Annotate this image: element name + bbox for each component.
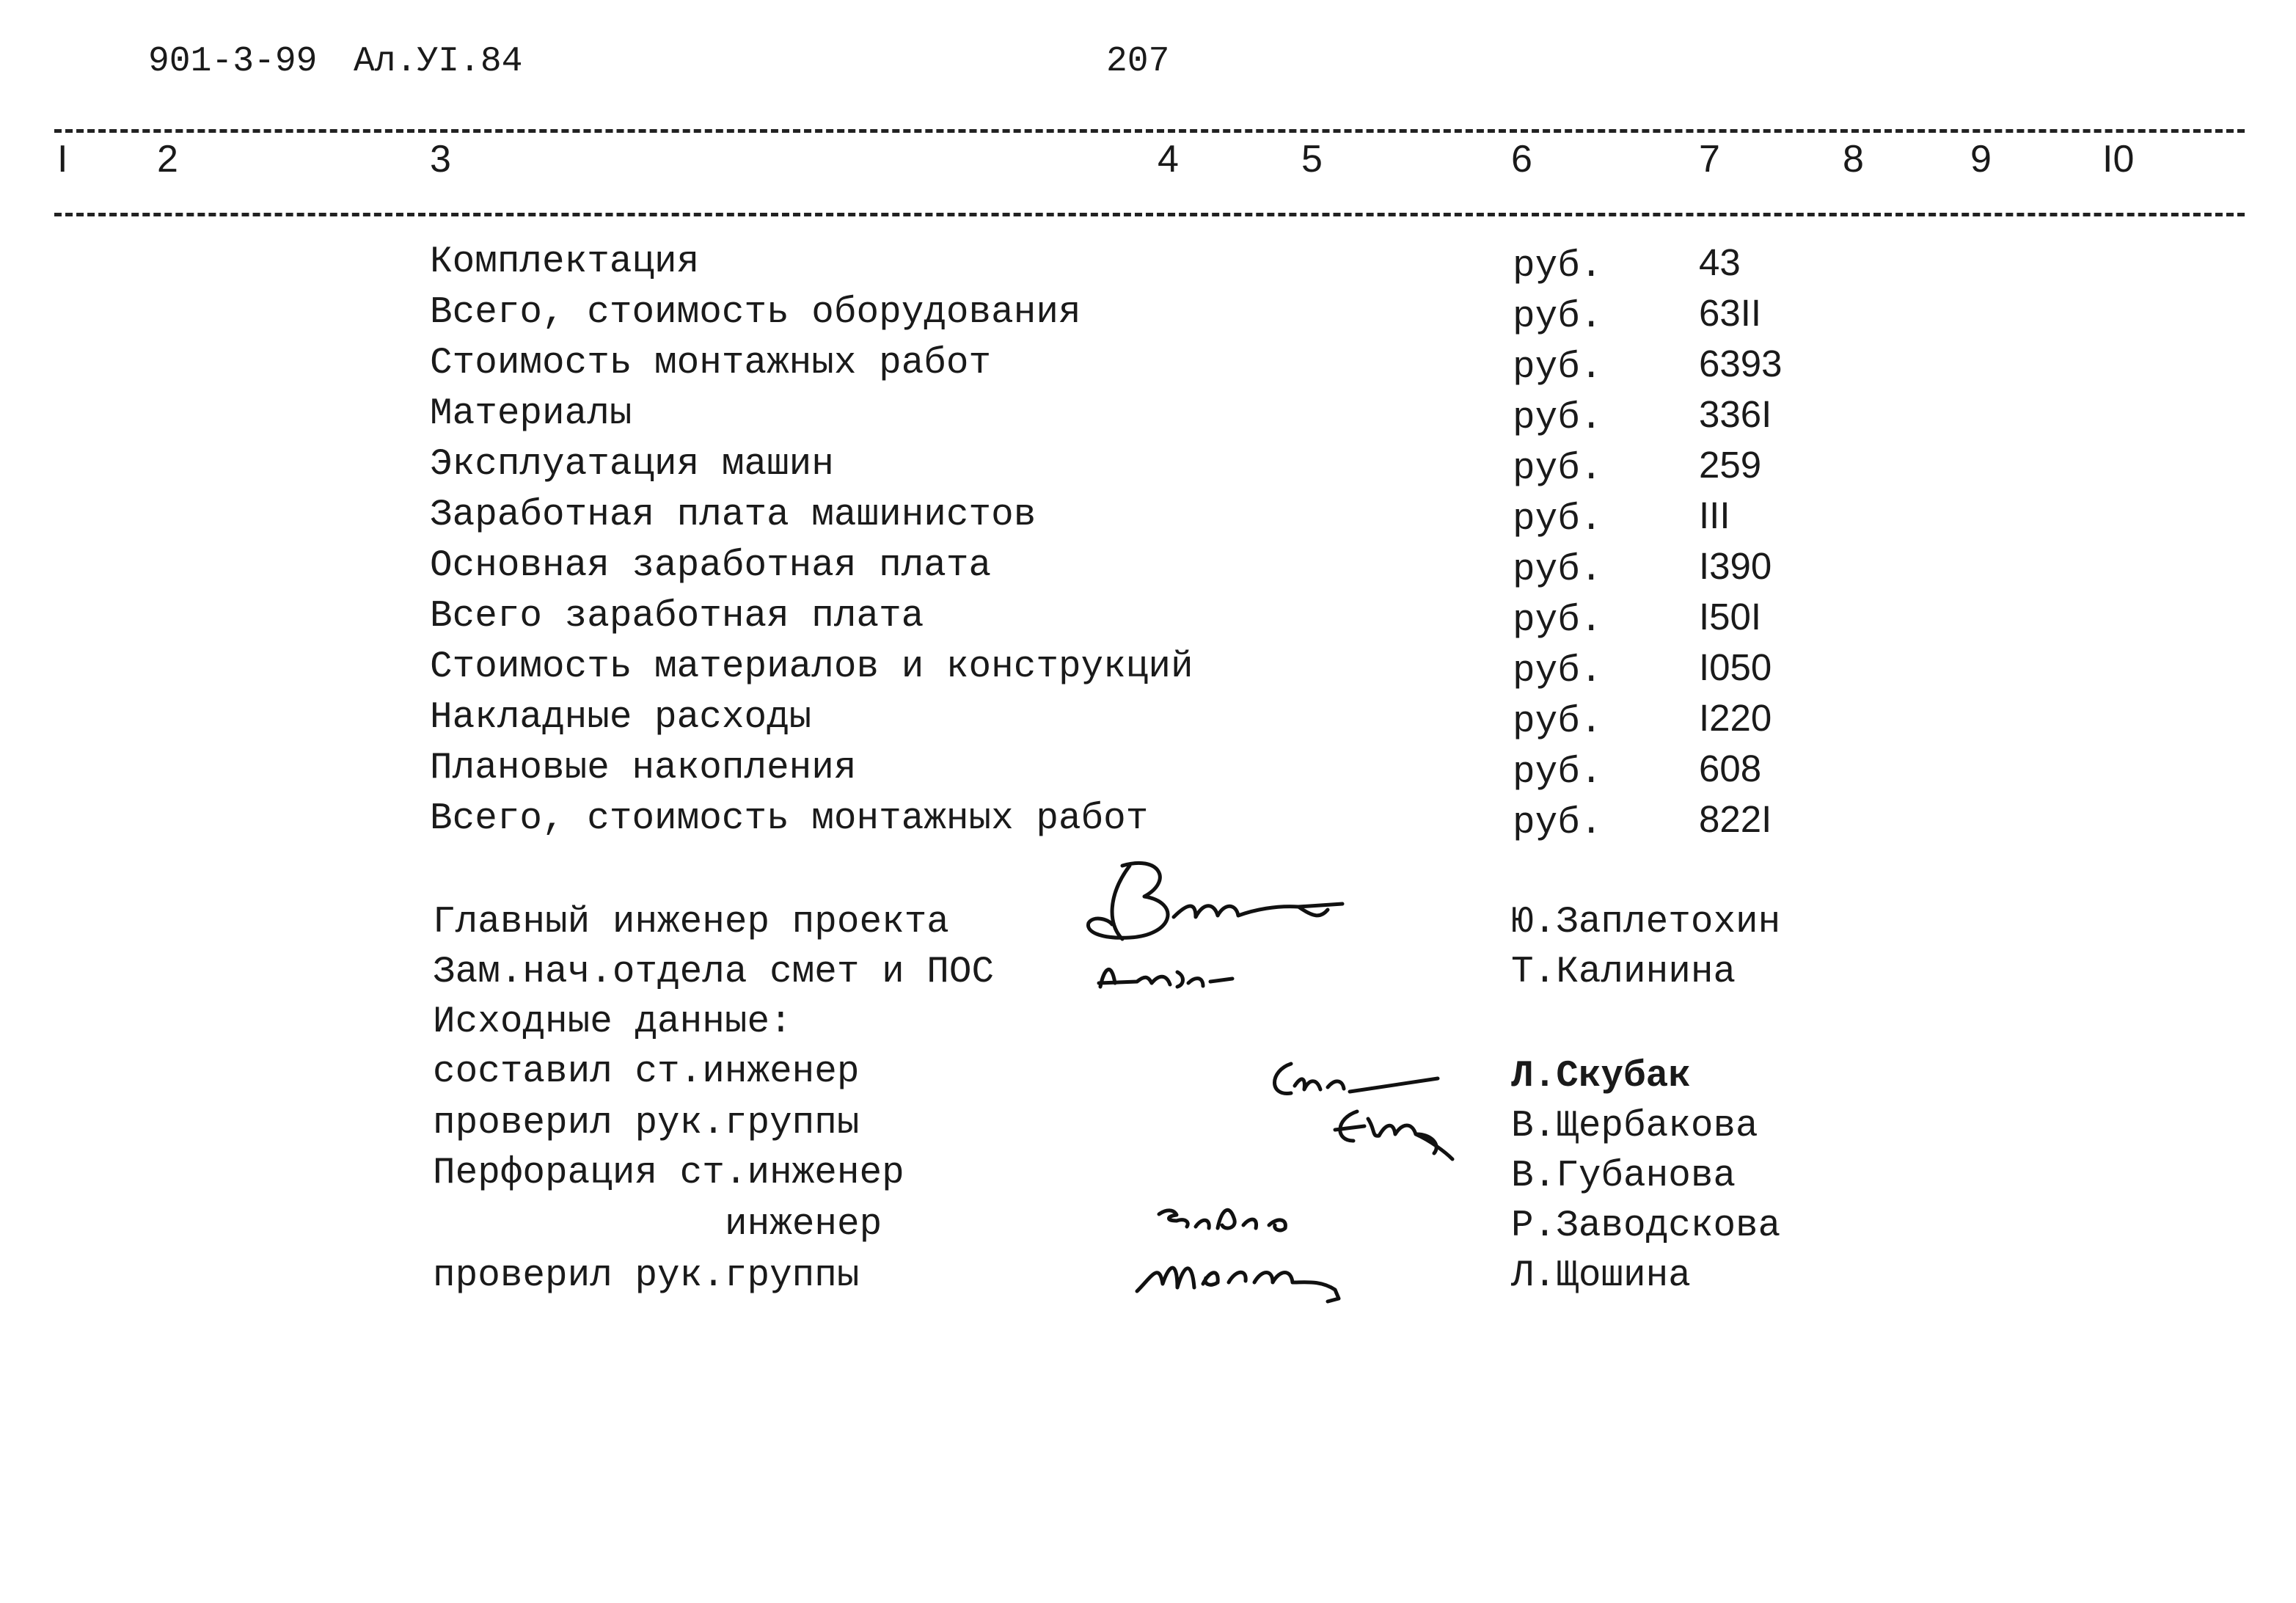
column-number: 8 bbox=[1843, 138, 1864, 180]
signatory-name: В.Щербакова bbox=[1511, 1106, 1758, 1147]
row-value: I050 bbox=[1699, 646, 1772, 688]
signatory-name: Л.Скубак bbox=[1511, 1056, 1691, 1098]
row-label: Стоимость материалов и конструкций bbox=[430, 646, 1193, 688]
row-unit: руб. bbox=[1513, 499, 1603, 541]
row-label: Материалы bbox=[430, 393, 632, 435]
column-number: 4 bbox=[1158, 138, 1179, 180]
column-number: 5 bbox=[1301, 138, 1323, 180]
row-unit: руб. bbox=[1513, 701, 1603, 743]
row-label: Заработная плата машинистов bbox=[430, 494, 1037, 536]
row-value: I220 bbox=[1699, 697, 1772, 739]
top-rule bbox=[54, 129, 2245, 133]
row-value: 336I bbox=[1699, 393, 1772, 435]
signatory-name: В.Губанова bbox=[1511, 1155, 1736, 1197]
signatory-role: составил ст.инженер bbox=[433, 1051, 860, 1093]
row-unit: руб. bbox=[1513, 651, 1603, 693]
column-number: I bbox=[57, 138, 68, 180]
row-label: Комплектация bbox=[430, 241, 700, 283]
row-unit: руб. bbox=[1513, 600, 1603, 642]
row-value: 822I bbox=[1699, 798, 1772, 840]
row-label: Основная заработная плата bbox=[430, 545, 992, 587]
handwritten-signature bbox=[1313, 1100, 1460, 1166]
signatory-name: Т.Калинина bbox=[1511, 952, 1736, 993]
signatory-role: Перфорация ст.инженер bbox=[433, 1153, 904, 1194]
row-label: Накладные расходы bbox=[430, 697, 812, 739]
row-unit: руб. bbox=[1513, 549, 1603, 591]
row-value: 608 bbox=[1699, 748, 1762, 789]
row-value: I390 bbox=[1699, 545, 1772, 587]
row-value: 43 bbox=[1699, 241, 1741, 283]
header-bottom-rule bbox=[54, 213, 2245, 216]
handwritten-signature bbox=[1130, 1247, 1364, 1306]
row-label: Всего, стоимость оборудования bbox=[430, 292, 1081, 334]
row-label: Всего заработная плата bbox=[430, 596, 924, 638]
row-value: 6393 bbox=[1699, 343, 1783, 384]
signatory-role: проверил рук.группы bbox=[433, 1103, 860, 1144]
row-unit: руб. bbox=[1513, 803, 1603, 844]
row-unit: руб. bbox=[1513, 347, 1603, 389]
row-value: III bbox=[1699, 494, 1730, 536]
signatory-role: инженер bbox=[725, 1204, 882, 1246]
handwritten-signature bbox=[1152, 1196, 1342, 1247]
row-label: Эксплуатация машин bbox=[430, 444, 834, 486]
row-value: 63II bbox=[1699, 292, 1762, 334]
handwritten-signature bbox=[1093, 954, 1254, 998]
row-label: Плановые накопления bbox=[430, 748, 857, 789]
column-number: 6 bbox=[1511, 138, 1532, 180]
page-number: 207 bbox=[1106, 42, 1170, 81]
signatory-role: проверил рук.группы bbox=[433, 1255, 860, 1297]
album-number: Ал.УI.84 bbox=[354, 42, 523, 81]
row-unit: руб. bbox=[1513, 296, 1603, 338]
row-label: Стоимость монтажных работ bbox=[430, 343, 992, 384]
column-number: 2 bbox=[157, 138, 178, 180]
row-unit: руб. bbox=[1513, 246, 1603, 288]
row-unit: руб. bbox=[1513, 448, 1603, 490]
signatory-name: Ю.Заплетохин bbox=[1511, 902, 1781, 943]
column-number: I0 bbox=[2102, 138, 2135, 180]
signatory-name: Л.Щошина bbox=[1511, 1255, 1691, 1297]
row-value: 259 bbox=[1699, 444, 1762, 486]
section-label: Исходные данные: bbox=[433, 1001, 792, 1043]
signatory-role: Зам.нач.отдела смет и ПОС bbox=[433, 952, 995, 993]
signatory-name: Р.Заводскова bbox=[1511, 1205, 1781, 1247]
column-number: 9 bbox=[1970, 138, 1992, 180]
document-code: 901-3-99 bbox=[148, 42, 318, 81]
row-label: Всего, стоимость монтажных работ bbox=[430, 798, 1149, 840]
column-number: 3 bbox=[430, 138, 451, 180]
row-unit: руб. bbox=[1513, 752, 1603, 794]
signatory-role: Главный инженер проекта bbox=[433, 902, 949, 943]
handwritten-signature bbox=[1078, 851, 1357, 954]
row-unit: руб. bbox=[1513, 398, 1603, 439]
row-value: I50I bbox=[1699, 596, 1762, 638]
column-number: 7 bbox=[1699, 138, 1720, 180]
